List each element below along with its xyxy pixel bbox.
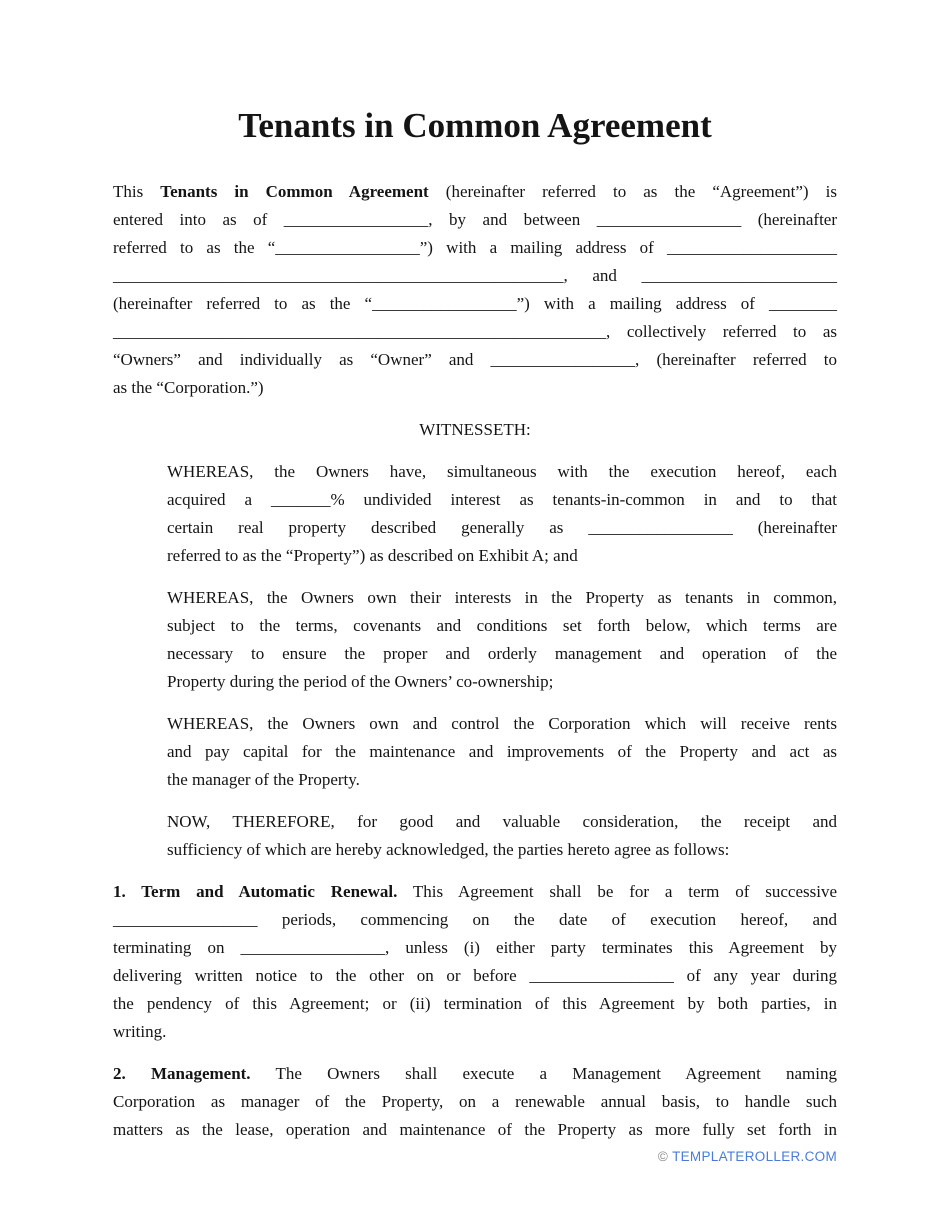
- document-body: [113, 178, 837, 1144]
- document-line: [167, 542, 837, 570]
- section-2-management: [113, 1060, 837, 1144]
- text-run: terminating on _________________, unless (i) either party terminates this Agreement by: [113, 938, 837, 957]
- text-run: certain real property described generally as _________________ (hereinafter: [167, 518, 837, 537]
- bold-text-run: 1. Term and Automatic Renewal.: [113, 882, 398, 901]
- page-footer: [658, 1149, 837, 1164]
- document-line: [167, 514, 837, 542]
- document-line: [113, 1060, 837, 1088]
- document-line: [113, 1116, 837, 1144]
- text-run: This Agreement shall be for a term of successive: [397, 882, 837, 901]
- document-title: Tenants in Common Agreement: [238, 106, 712, 145]
- now-therefore-paragraph: [167, 808, 837, 864]
- text-run: WHEREAS, the Owners own and control the Corporation which will receive rents: [167, 714, 837, 733]
- text-run: the manager of the Property.: [167, 770, 360, 789]
- document-line: [113, 878, 837, 906]
- document-line: [113, 234, 837, 262]
- text-run: referred to as the “Property”) as described on Exhibit A; and: [167, 546, 578, 565]
- text-run: This: [113, 182, 161, 201]
- text-run: __________________________________________________________, collectively referred to as: [113, 322, 837, 341]
- text-run: _________________ periods, commencing on the date of execution hereof, and: [113, 910, 837, 929]
- text-run: WHEREAS, the Owners have, simultaneous with the execution hereof, each: [167, 462, 837, 481]
- bold-text-run: Tenants in Common Agreement: [160, 182, 429, 201]
- document-line: [167, 808, 837, 836]
- witnesseth-heading: WITNESSETH:: [419, 420, 531, 439]
- document-line: [113, 318, 837, 346]
- document-line: [113, 934, 837, 962]
- text-run: and pay capital for the maintenance and improvements of the Property and act as: [167, 742, 837, 761]
- text-run: The Owners shall execute a Management Agreement naming: [250, 1064, 837, 1083]
- text-run: Property during the period of the Owners’ co-ownership;: [167, 672, 554, 691]
- document-line: [167, 668, 837, 696]
- document-line: [113, 1088, 837, 1116]
- text-run: (hereinafter referred to as the “Agreement”) is: [428, 182, 837, 201]
- text-run: as the “Corporation.”): [113, 378, 264, 397]
- whereas-interests-paragraph: [167, 584, 837, 696]
- document-line: [167, 836, 837, 864]
- whereas-corporation-paragraph: [167, 710, 837, 794]
- document-line: [167, 584, 837, 612]
- text-run: (hereinafter referred to as the “_________________”) with a mailing address of ________: [113, 294, 837, 313]
- text-run: sufficiency of which are hereby acknowledged, the parties hereto agree as follows:: [167, 840, 730, 859]
- document-line: [167, 710, 837, 738]
- document-line: [113, 262, 837, 290]
- whereas-acquired-paragraph: [167, 458, 837, 570]
- text-run: delivering written notice to the other on or before _________________ of any year during: [113, 966, 837, 985]
- text-run: Corporation as manager of the Property, on a renewable annual basis, to handle such: [113, 1092, 837, 1111]
- document-line: [113, 990, 837, 1018]
- intro-paragraph: [113, 178, 837, 402]
- document-line: [113, 374, 837, 402]
- text-run: “Owners” and individually as “Owner” and _________________, (hereinafter referred to: [113, 350, 837, 369]
- text-run: matters as the lease, operation and maintenance of the Property as more fully set forth in: [113, 1120, 837, 1139]
- copyright-icon: ©: [657, 1149, 669, 1164]
- document-line: [167, 766, 837, 794]
- text-run: _____________________________________________________, and _______________________: [113, 266, 837, 285]
- document-line: [167, 640, 837, 668]
- section-1-term-and-automatic-renewal: [113, 878, 837, 1046]
- document-line: [167, 738, 837, 766]
- bold-text-run: 2. Management.: [113, 1064, 251, 1083]
- text-run: subject to the terms, covenants and conditions set forth below, which terms are: [167, 616, 837, 635]
- text-run: acquired a _______% undivided interest as tenants-in-common in and to that: [167, 490, 837, 509]
- text-run: necessary to ensure the proper and orderly management and operation of the: [167, 644, 837, 663]
- text-run: WHEREAS, the Owners own their interests in the Property as tenants in common,: [167, 588, 837, 607]
- document-line: [113, 906, 837, 934]
- text-run: referred to as the “_________________”) with a mailing address of ____________________: [113, 238, 837, 257]
- document-line: [113, 290, 837, 318]
- text-run: NOW, THEREFORE, for good and valuable consideration, the receipt and: [167, 812, 837, 831]
- text-run: entered into as of _________________, by and between _________________ (hereinafter: [113, 210, 837, 229]
- document-line: [113, 178, 837, 206]
- document-line: [167, 612, 837, 640]
- document-line: [113, 206, 837, 234]
- document-line: [167, 458, 837, 486]
- text-run: the pendency of this Agreement; or (ii) termination of this Agreement by both parties, in: [113, 994, 837, 1013]
- document-line: [113, 962, 837, 990]
- templateroller-link[interactable]: TEMPLATEROLLER.COM: [672, 1149, 837, 1164]
- document-line: [113, 1018, 837, 1046]
- document-line: [167, 486, 837, 514]
- document-line: [113, 346, 837, 374]
- text-run: writing.: [113, 1022, 167, 1041]
